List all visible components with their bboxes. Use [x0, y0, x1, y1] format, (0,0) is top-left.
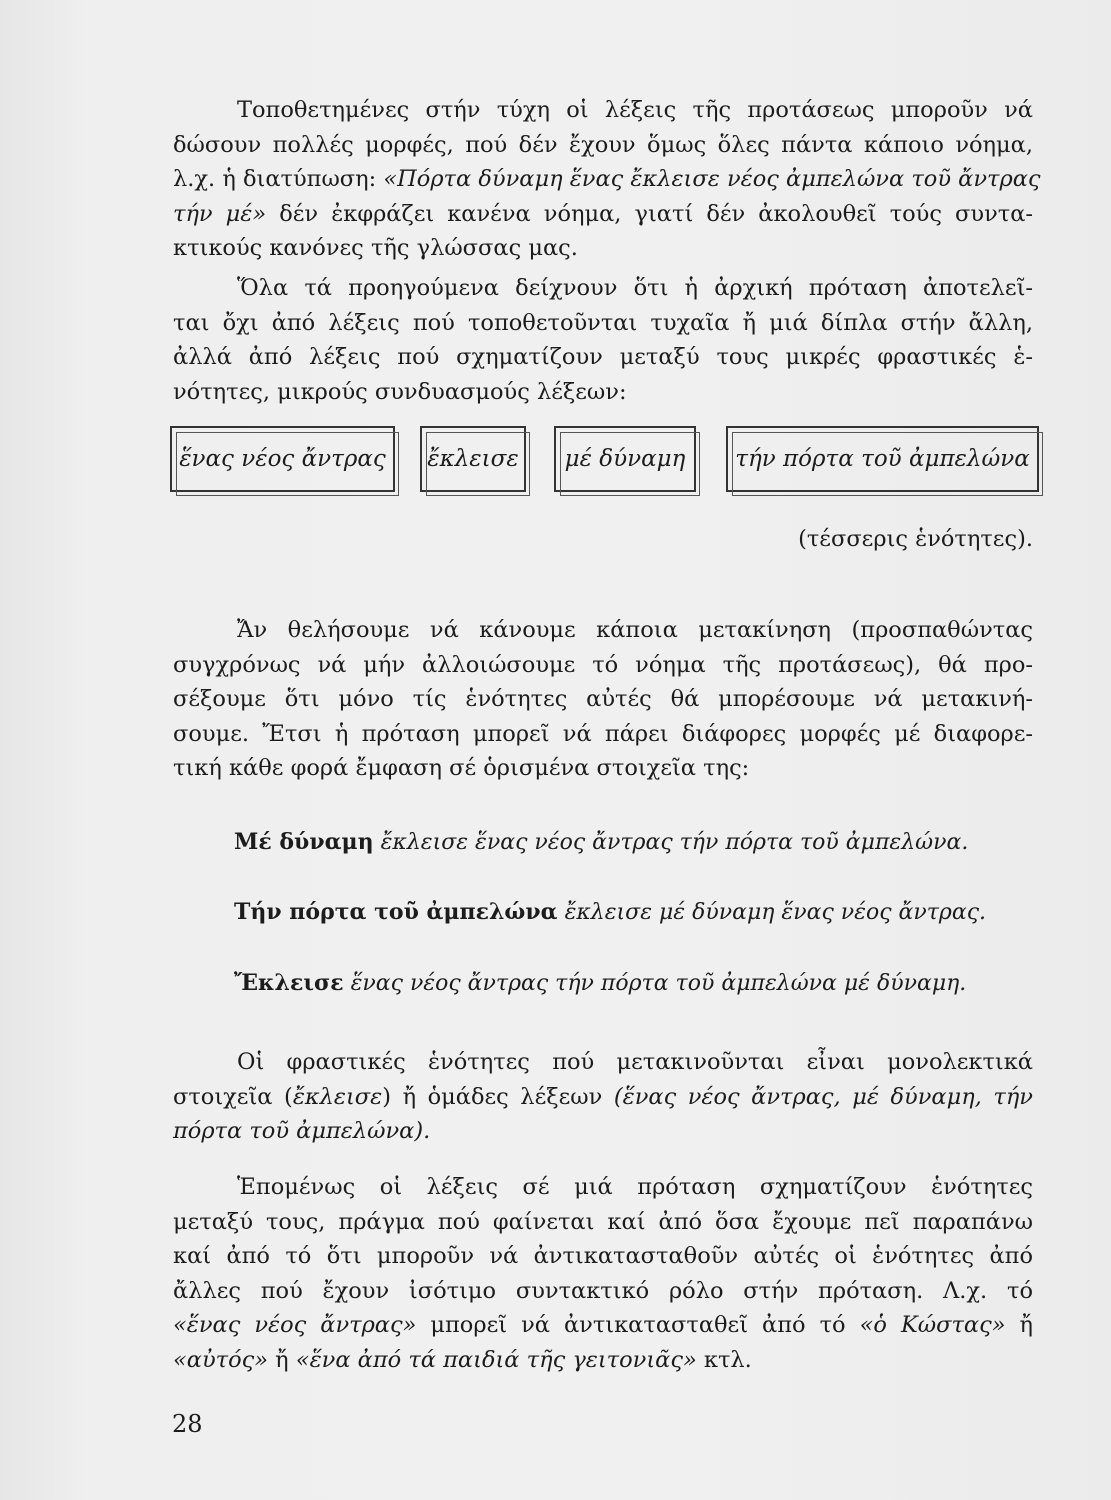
text-line: λ.χ. ἡ διατύπωση: «Πόρτα δύναμη ἕνας ἔκλεισε νέος ἀμπελώνα τοῦ ἄντρας — [173, 166, 1041, 192]
paragraph-3 — [173, 613, 1033, 786]
example-sentence: Ἔκλεισε ἕνας νέος ἄντρας τήν πόρτα τοῦ ἀμπελώνα μέ δύναμη. — [234, 970, 967, 996]
text-line: κτικούς κανόνες τῆς γλώσσας μας. — [173, 235, 578, 261]
text-line: ται ὄχι ἀπό λέξεις πού τοποθετοῦνται τυχαῖα ἤ μιά δίπλα στήν ἄλλη, — [173, 309, 1033, 336]
text-line: Ἑπομένως οἱ λέξεις σέ μιά πρόταση σχηματίζουν ἑνότητες — [237, 1174, 1033, 1200]
text-line: τήν μέ» δέν ἐκφράζει κανένα νόημα, γιατί δέν ἀκολουθεῖ τούς συντα- — [173, 200, 1033, 227]
paragraph-5 — [173, 1170, 1033, 1377]
text-line: πόρτα τοῦ ἀμπελώνα). — [173, 1118, 431, 1144]
text-line: τική κάθε φορά ἔμφαση σέ ὁρισμένα στοιχεῖα της: — [173, 755, 750, 781]
phrase-box: ἕνας νέος ἄντρας — [170, 426, 395, 492]
text-line: καί ἀπό τό ὅτι μποροῦν νά ἀντικατασταθοῦν αὐτές οἱ ἑνότητες ἀπό — [173, 1243, 1033, 1269]
phrase-box: τήν πόρτα τοῦ ἀμπελώνα — [726, 426, 1039, 492]
text-line: μεταξύ τους, πράγμα πού φαίνεται καί ἀπό ὅσα ἔχουμε πεῖ παραπάνω — [173, 1208, 1033, 1235]
text-line: στοιχεῖα (ἔκλεισε) ἤ ὁμάδες λέξεων (ἕνας νέος ἄντρας, μέ δύναμη, τήν — [173, 1083, 1033, 1110]
text-line: Ἄν θελήσουμε νά κάνουμε κάποια μετακίνηση (προσπαθώντας — [237, 617, 1033, 643]
example-sentence: Μέ δύναμη ἔκλεισε ἕνας νέος ἄντρας τήν πόρτα τοῦ ἀμπελώνα. — [234, 829, 969, 855]
box-note: (τέσσερις ἑνότητες). — [798, 526, 1033, 552]
text-line: συγχρόνως νά μήν ἀλλοιώσουμε τό νόημα τῆς προτάσεως), θά προ- — [173, 651, 1033, 678]
paragraph-2 — [173, 271, 1033, 409]
text-line: «ἕνας νέος ἄντρας» μπορεῖ νά ἀντικατασταθεῖ ἀπό τό «ὁ Κώστας» ἤ — [173, 1312, 1033, 1338]
paragraph-4 — [173, 1045, 1033, 1149]
page-number: 28 — [172, 1410, 203, 1438]
example-sentence: Τήν πόρτα τοῦ ἀμπελώνα ἔκλεισε μέ δύναμη ἕνας νέος ἄντρας. — [234, 899, 987, 925]
text-line: νότητες, μικρούς συνδυασμούς λέξεων: — [173, 378, 627, 405]
paragraph-1 — [173, 93, 1041, 266]
phrase-box: ἔκλεισε — [420, 426, 526, 492]
text-line: σέξουμε ὅτι μόνο τίς ἑνότητες αὐτές θά μπορέσουμε νά μετακινή- — [173, 686, 1033, 712]
text-line: Οἱ φραστικές ἑνότητες πού μετακινοῦνται εἶναι μονολεκτικά — [237, 1049, 1033, 1075]
text-line: δώσουν πολλές μορφές, πού δέν ἔχουν ὅμως ὅλες πάντα κάποιο νόημα, — [173, 131, 1033, 158]
phrase-box: μέ δύναμη — [554, 426, 696, 492]
text-line: Ὅλα τά προηγούμενα δείχνουν ὅτι ἡ ἀρχική πρόταση ἀποτελεῖ- — [237, 275, 1033, 301]
text-line: ἄλλες πού ἔχουν ἰσότιμο συντακτικό ρόλο στήν πρόταση. Λ.χ. τό — [173, 1277, 1033, 1304]
text-line: ἀλλά ἀπό λέξεις πού σχηματίζουν μεταξύ τους μικρές φραστικές ἑ- — [173, 344, 1033, 370]
text-line: σουμε. Ἔτσι ἡ πρόταση μπορεῖ νά πάρει διάφορες μορφές μέ διαφορε- — [173, 720, 1033, 747]
text-line: Τοποθετημένες στήν τύχη οἱ λέξεις τῆς προτάσεως μποροῦν νά — [237, 97, 1033, 123]
text-line: «αὐτός» ἤ «ἕνα ἀπό τά παιδιά τῆς γειτονιᾶς» κτλ. — [173, 1346, 752, 1373]
phrase-units-diagram — [170, 426, 1043, 496]
